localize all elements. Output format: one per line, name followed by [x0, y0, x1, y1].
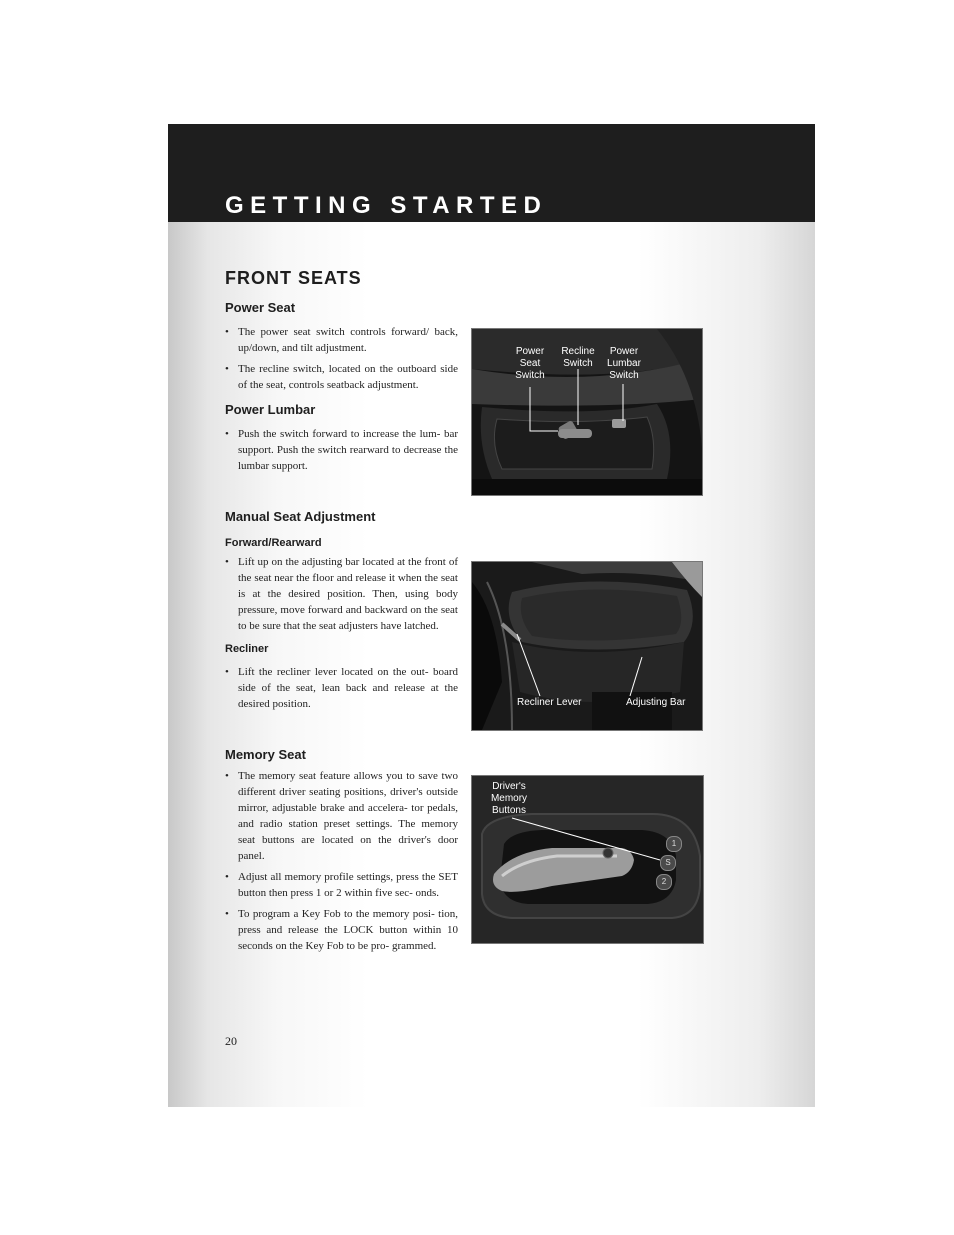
power-seat-photo	[471, 328, 703, 496]
power-seat-block	[225, 300, 458, 398]
manual-seat-heading: Manual Seat Adjustment	[225, 509, 376, 524]
page-number: 20	[225, 1034, 237, 1048]
memory-buttons-photo	[471, 775, 704, 944]
memory-button-1: 1	[666, 836, 682, 852]
power-seat-heading: Power Seat	[225, 300, 296, 315]
memory-seat-heading: Memory Seat	[225, 747, 306, 762]
list-item: • Lift up on the adjusting bar located at the front of the seat near the floor and release it when the seat is at the desired position. Then, using body pressure, move forward and backward on the seat to be sure that the seat adjusters have latched.	[225, 554, 458, 634]
page-header	[168, 124, 815, 222]
memory-button-2: 2	[656, 874, 672, 890]
memory-button-set: S	[660, 855, 676, 871]
recliner-lever-label: Recliner Lever	[517, 697, 582, 708]
header-title: GETTING STARTED	[225, 192, 548, 219]
recline-switch-label: Recline Switch	[561, 346, 595, 369]
power-seat-list	[225, 324, 458, 393]
memory-buttons-label: Driver's Memory Buttons	[490, 781, 528, 816]
manual-page	[168, 124, 815, 1107]
list-item: • Lift the recliner lever located on the out- board side of the seat, lean back and release at the desired position.	[225, 664, 458, 712]
list-item: • Push the switch forward to increase the lum- bar support. Push the switch rearward to decrease the lumbar support.	[225, 426, 458, 474]
list-item: • The power seat switch controls forward/ back, up/down, and tilt adjustment.	[225, 324, 458, 356]
power-lumbar-heading: Power Lumbar	[225, 402, 316, 417]
manual-seat-block	[225, 509, 458, 717]
section-title: FRONT SEATS	[225, 268, 362, 288]
power-lumbar-switch-label: Power Lumbar Switch	[607, 346, 641, 381]
manual-seat-photo	[471, 561, 703, 731]
recliner-list	[225, 664, 458, 712]
power-seat-switch-label: Power Seat Switch	[515, 346, 545, 381]
list-item: • To program a Key Fob to the memory posi- tion, press and release the LOCK button within 10 seconds on the Key Fob to be pro- grammed.	[225, 906, 458, 954]
list-item: • The memory seat feature allows you to save two different driver seating positions, driver's outside mirror, adjustable brake and accelera- tor pedals, and radio station preset settings. The memory seat buttons are located on the driver's door panel.	[225, 768, 458, 864]
memory-seat-block	[225, 747, 458, 959]
recliner-heading: Recliner	[225, 643, 269, 655]
list-item: • The recline switch, located on the outboard side of the seat, controls seatback adjustment.	[225, 361, 458, 393]
forward-list	[225, 554, 458, 634]
list-item: • Adjust all memory profile settings, press the SET button then press 1 or 2 within five sec- onds.	[225, 869, 458, 901]
memory-list	[225, 768, 458, 954]
power-lumbar-list	[225, 426, 458, 474]
power-lumbar-block	[225, 402, 458, 479]
adjusting-bar-label: Adjusting Bar	[626, 697, 686, 708]
forward-rearward-heading: Forward/Rearward	[225, 537, 322, 549]
